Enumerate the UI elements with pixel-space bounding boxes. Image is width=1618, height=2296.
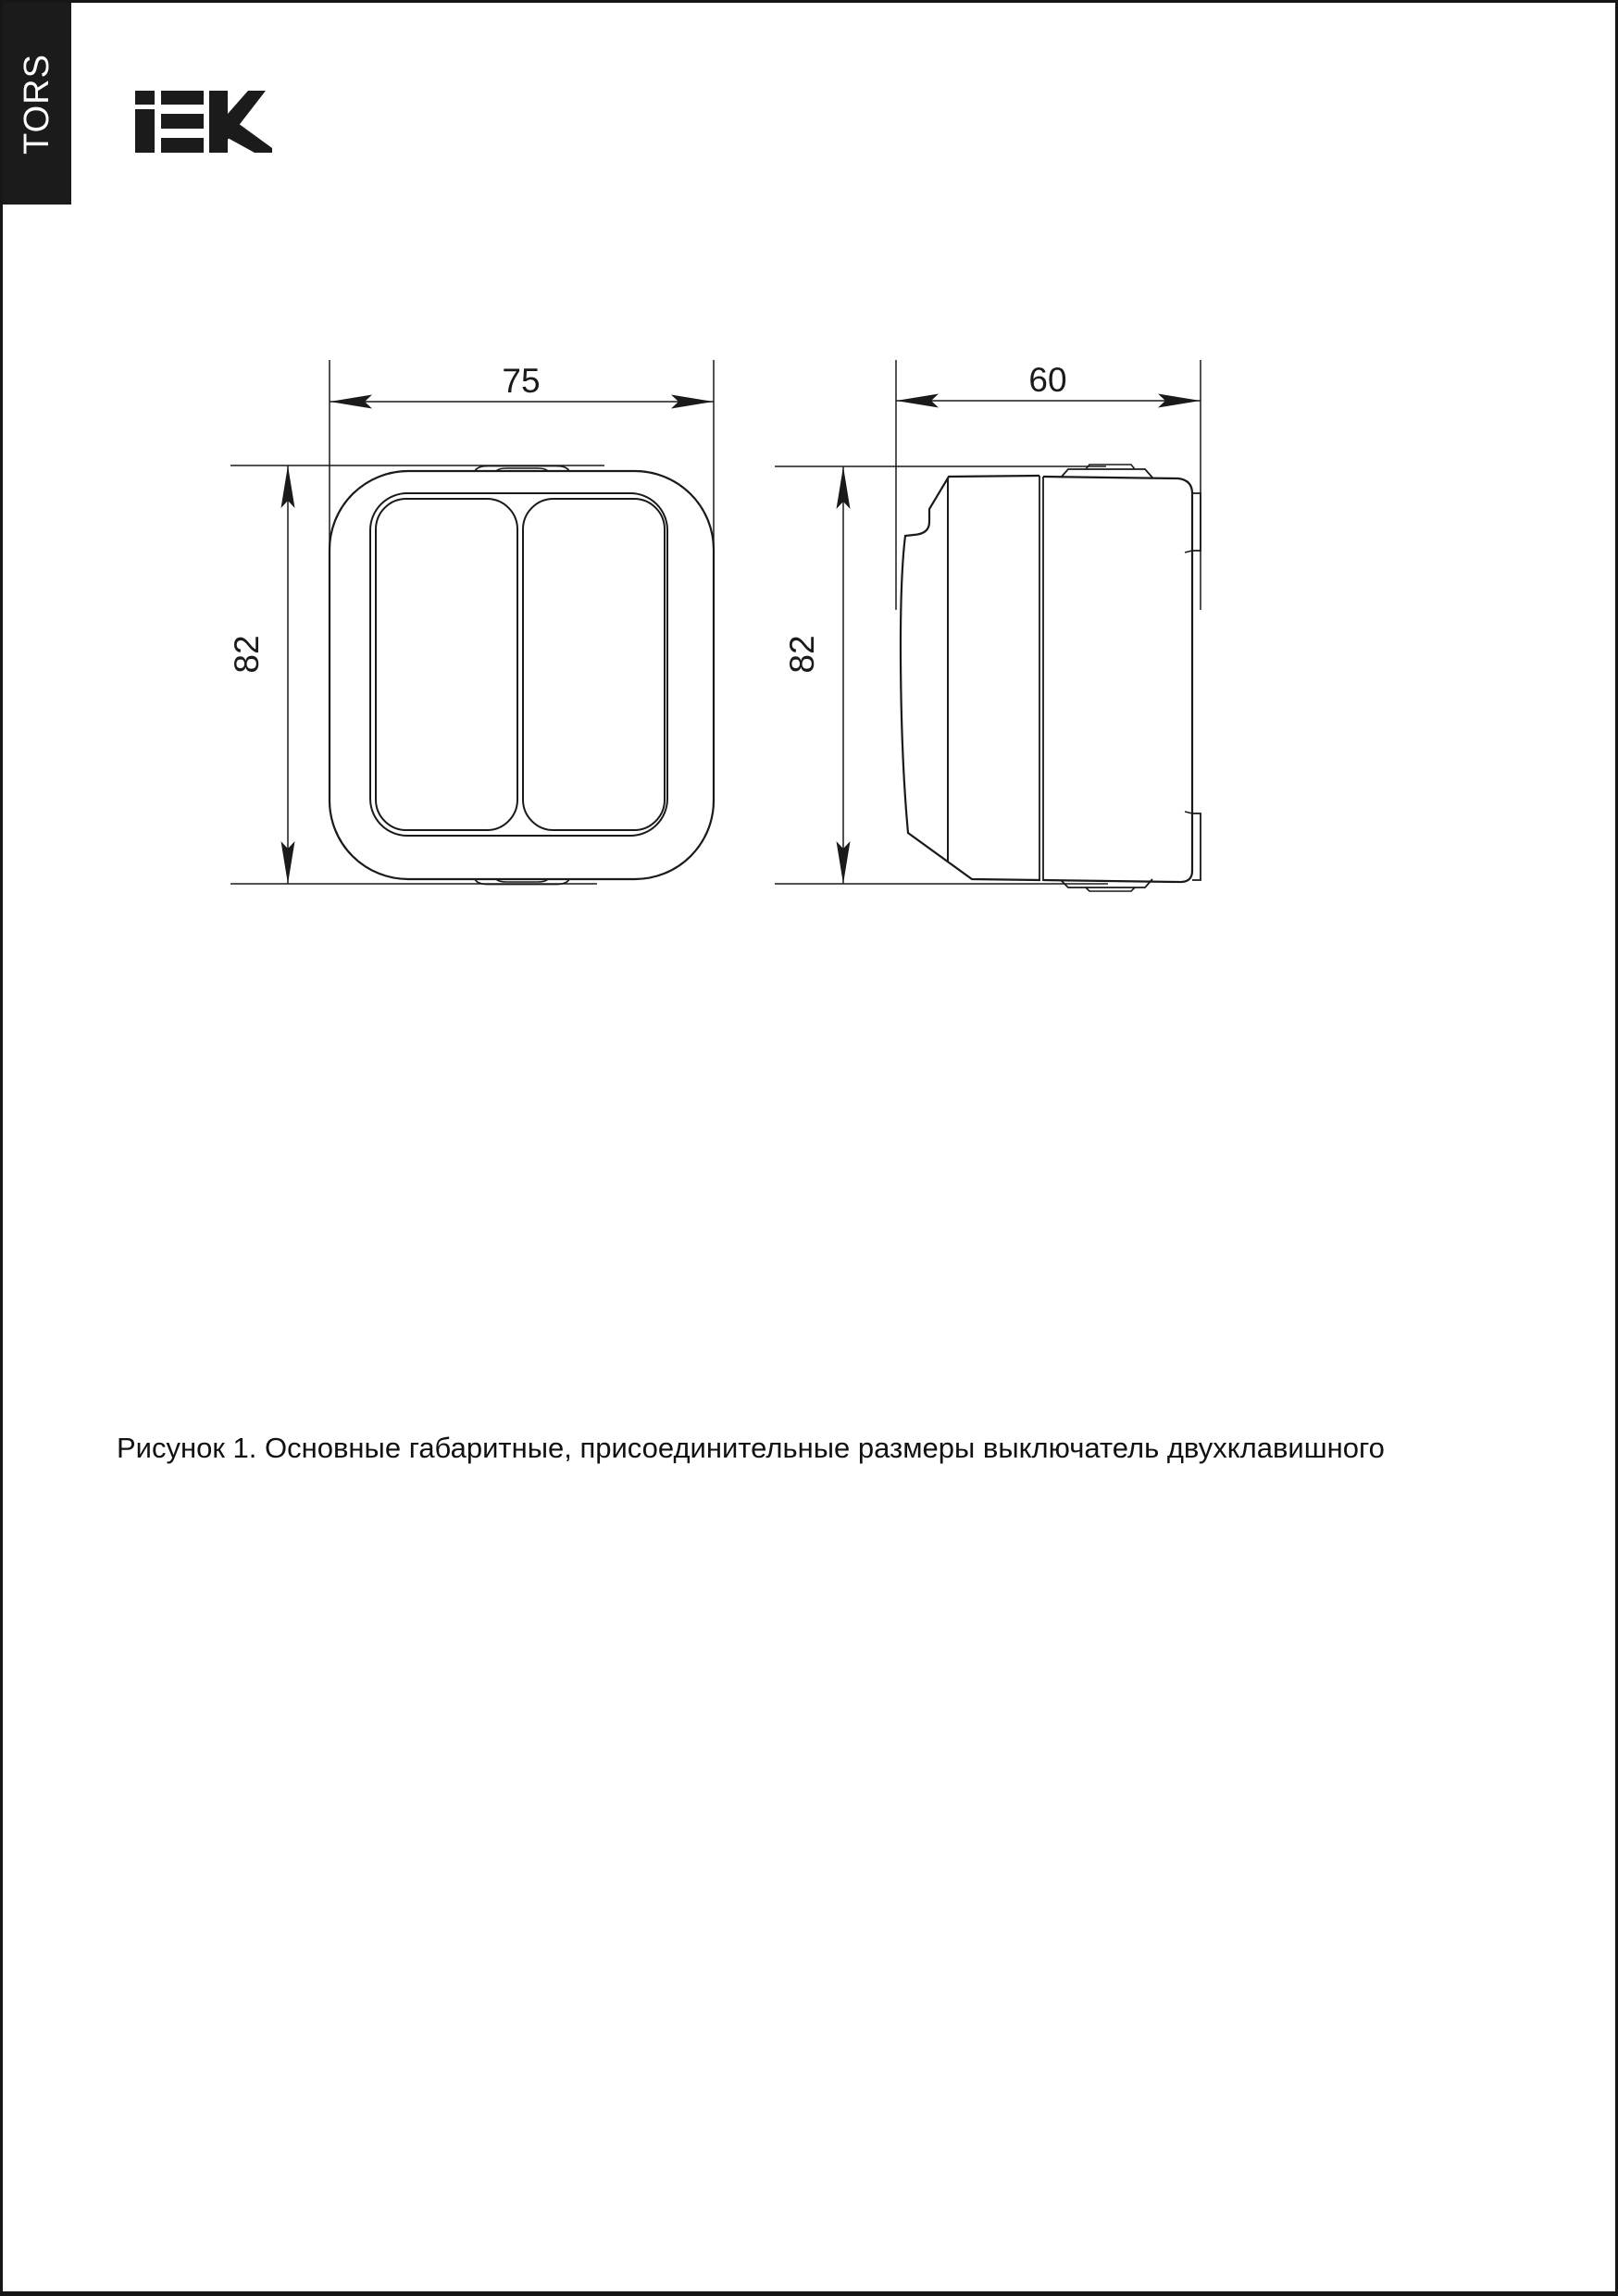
front-rocker-group-outline (370, 493, 667, 836)
side-depth-dimension (896, 360, 1201, 610)
side-clip-bottom (1192, 813, 1201, 880)
front-width-dim-label: 75 (502, 362, 541, 400)
side-base-outline (1043, 477, 1192, 882)
side-height-dim-label: 82 (783, 635, 821, 674)
side-clip-top (1192, 493, 1201, 551)
side-rocker-profile (901, 476, 1040, 880)
series-tab-label: TORS (17, 53, 56, 155)
front-rocker-right (523, 499, 665, 830)
figure-caption: Рисунок 1. Основные габаритные, присоединительные размеры выключатель двухклавишного (117, 1432, 1385, 1464)
front-height-dimension (228, 465, 604, 884)
dimension-figure (3, 3, 1618, 2296)
front-view-drawing (228, 360, 714, 885)
front-rocker-left (376, 499, 517, 830)
side-depth-dim-label: 60 (1028, 361, 1067, 399)
side-clip-top-step (1185, 551, 1192, 552)
side-view-drawing (775, 360, 1201, 891)
side-height-dimension (775, 466, 1108, 884)
front-height-dim-label: 82 (228, 635, 266, 674)
side-clip-bottom-step (1185, 812, 1192, 813)
front-body-outline (330, 471, 714, 879)
front-width-dimension (330, 360, 714, 575)
